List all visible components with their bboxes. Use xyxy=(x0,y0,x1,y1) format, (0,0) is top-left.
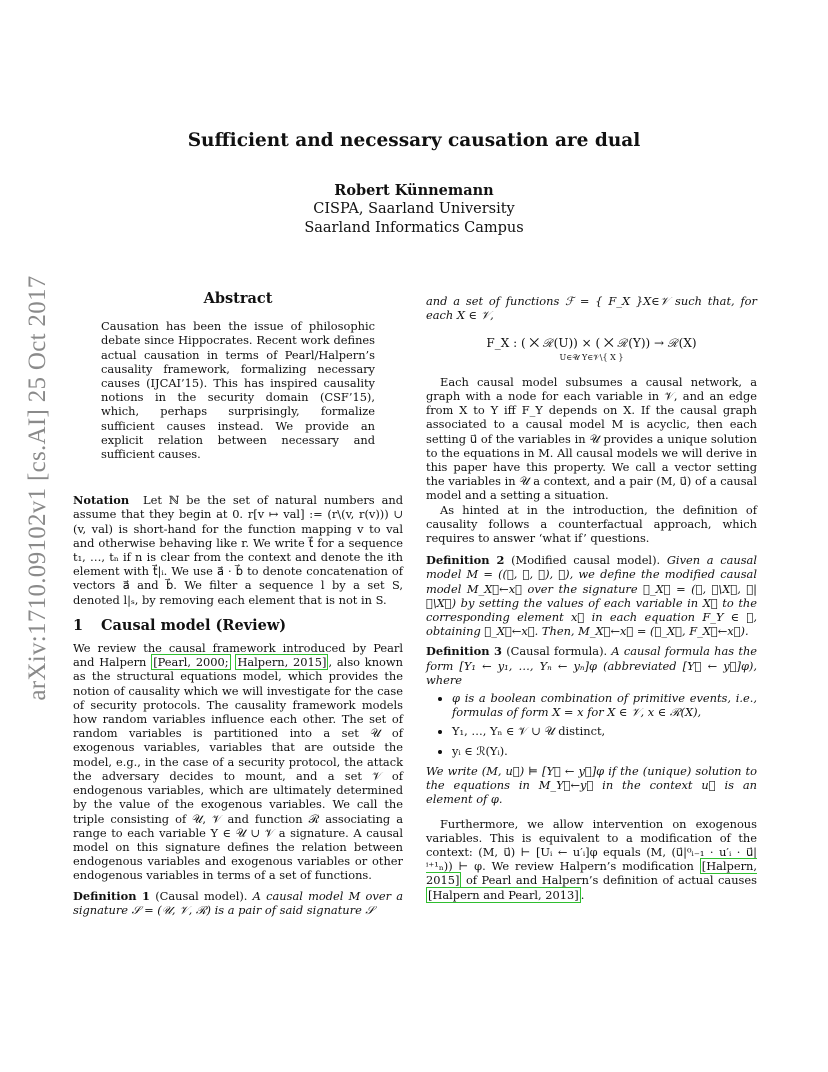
citation-link[interactable]: [Halpern and Pearl, 2013] xyxy=(428,887,579,902)
definition-3-conditions xyxy=(426,691,757,758)
causal-network-paragraph: Each causal model subsumes a causal network, a graph with a node for each variable in 𝒱, and an edge from X to Y iff F_Y depends on X. If the causal graph associated to a causal model M is acyclic, then each setting u⃗ of the variables in 𝒰 provides a unique solution to the equations in M. All causal models we will derive in this paper have this property. We call a vector setting the variables in 𝒰 a context, and a pair (M, u⃗) of a causal model and a setting a situation. xyxy=(426,374,757,503)
list-item: • φ is a boolean combination of primitive events, i.e., formulas of form X = x for X ∈ 𝒱, x ∈ ℛ(X), xyxy=(452,691,757,719)
paragraph-text: of Pearl and Halpern’s definition of actual causes xyxy=(461,873,757,888)
semantics-paragraph: We write (M, u⃗) ⊨ [Y⃗ ← y⃗]φ if the (unique) solution to the equations in M_Y⃗←y⃗ in the context u⃗ is an element of φ. xyxy=(426,763,757,807)
definition-label: Definition 1 xyxy=(73,888,150,903)
definition-text: Given a causal model M = ((𝒰, 𝒱, ℛ), ℱ), we define the modified causal model M_X⃗←x⃗ over the signature 𝒮_X⃗ = (𝒰, 𝒱\X⃗, ℛ|𝒱\X⃗) by setting the values of each variable in X⃗ to the corresponding element x⃗ in each equation F_Y ∈ ℱ, obtaining ℱ_X⃗←x⃗. Then, M_X⃗←x⃗ = (𝒮_X⃗, F_X⃗←x⃗). xyxy=(426,553,757,639)
citation-link[interactable]: Halpern, 2015] xyxy=(237,655,327,670)
section-heading xyxy=(73,616,403,634)
author-affiliation: CISPA, Saarland University xyxy=(313,201,515,217)
notation-paragraph xyxy=(73,493,403,607)
right-column xyxy=(426,294,757,902)
notation-label: Notation xyxy=(73,493,130,508)
left-column xyxy=(73,292,403,917)
definition-text: A causal model M over a signature 𝒮 = (𝒰, 𝒱, ℛ) is a pair of said signature 𝒮 xyxy=(73,888,404,917)
list-item: • yᵢ ∈ ℛ(Yᵢ). xyxy=(452,744,757,758)
paper-title: Sufficient and necessary causation are dual xyxy=(187,130,641,151)
abstract-heading: Abstract xyxy=(203,290,273,307)
intervention-paragraph xyxy=(426,817,757,902)
author-affiliation: Saarland Informatics Campus xyxy=(304,220,524,236)
formula-main: F_X : ( ⨉ ℛ(U)) × ( ⨉ ℛ(Y)) → ℛ(X) xyxy=(486,336,697,351)
definition-name: (Modified causal model). xyxy=(511,553,661,568)
arxiv-id: arXiv:1710.09102v1 [cs.AI] 25 Oct 2017 xyxy=(24,275,51,701)
definition-1-continued: and a set of functions ℱ = { F_X }X∈𝒱 such that, for each X ∈ 𝒱, xyxy=(426,294,757,323)
author-block xyxy=(0,181,828,238)
definition-name: (Causal model). xyxy=(155,888,248,903)
section-paragraph xyxy=(73,641,403,882)
formula-subscripts: U∈𝒰 Y∈𝒱\{ X } xyxy=(559,352,624,362)
definition-label: Definition 2 xyxy=(426,553,505,568)
section-number: 1 xyxy=(73,616,84,634)
definition-3 xyxy=(426,644,757,687)
definition-name: (Causal formula). xyxy=(506,644,608,659)
paragraph-text: . xyxy=(580,887,585,902)
citation-link[interactable]: [Pearl, 2000; xyxy=(153,655,229,670)
abstract-text: Causation has been the issue of philosophic debate since Hippocrates. Recent work defines actual causation in terms of Pearl/Halpern’s causality framework, formalizing necessary causes (IJCAI’15). This has inspired causality notions in the security domain (CSF’15), which, perhaps surprisingly, formalize sufficient causes instead. We provide an explicit relation between necessary and sufficient causes. xyxy=(101,319,375,462)
citation-link[interactable]: [Halpern, 2015] xyxy=(426,859,757,888)
display-formula xyxy=(426,336,757,364)
arxiv-sidebar-stamp xyxy=(18,275,58,701)
section-title: Causal model (Review) xyxy=(101,616,287,634)
definition-2 xyxy=(426,553,757,638)
definition-1 xyxy=(73,889,403,917)
notation-text: Let ℕ be the set of natural numbers and assume that they begin at 0. r[v ↦ val] := (r\(v, r(v))) ∪ (v, val) is short-hand for the function mapping v to val and otherwise behaving like r. We write t⃗ for a sequence t₁, …, tₙ if n is clear from the context and denote the ith element with t⃗|ᵢ. We use a⃗ · b⃗ to denote concatenation of vectors a⃗ and b⃗. We filter a sequence l by a set S, denoted l|ₛ, by removing each element that is not in S. xyxy=(73,493,403,607)
paragraph-text: We review the causal framework introduced by Pearl and Halpern xyxy=(73,641,403,670)
definition-label: Definition 3 xyxy=(426,644,502,659)
author-name: Robert Künnemann xyxy=(334,182,494,199)
paragraph-text: Furthermore, we allow intervention on exogenous variables. This is equivalent to a modification of the context: (M, u⃗) ⊢ [Uᵢ ← u′ᵢ]φ equals (M, (u⃗|⁰ᵢ₋₁ · u′ᵢ · u⃗|ⁱ⁺¹ₙ)) ⊢ φ. We review Halpern’s modification xyxy=(426,816,757,874)
definition-text: A causal formula has the form [Y₁ ← y₁, …, Yₙ ← yₙ]φ (abbreviated [Y⃗ ← y⃗]φ), where xyxy=(426,644,758,687)
paragraph-text: , also known as the structural equations model, which provides the notion of causality which we will investigate for the case of security protocols. The causality framework models how random variables influence each other. The set of random variables is partitioned into a set 𝒰 of exogenous variables, variables that are outside the model, e.g., in the case of a security protocol, the attack the adversary decides to mount, and a set 𝒱 of endogenous variables, which are ultimately determined by the value of the exogenous variables. We call the triple consisting of 𝒰, 𝒱 and function ℛ associating a range to each variable Y ∈ 𝒰 ∪ 𝒱 a signature. A causal model on this signature defines the relation between endogenous variables and exogenous variables or other endogenous variables in terms of a set of functions. xyxy=(73,655,403,883)
counterfactual-paragraph: As hinted at in the introduction, the definition of causality follows a counterfactual approach, which requires to answer ‘what if’ questions. xyxy=(426,502,757,546)
list-item: • Y₁, …, Yₙ ∈ 𝒱 ∪ 𝒰 distinct, xyxy=(452,724,757,738)
